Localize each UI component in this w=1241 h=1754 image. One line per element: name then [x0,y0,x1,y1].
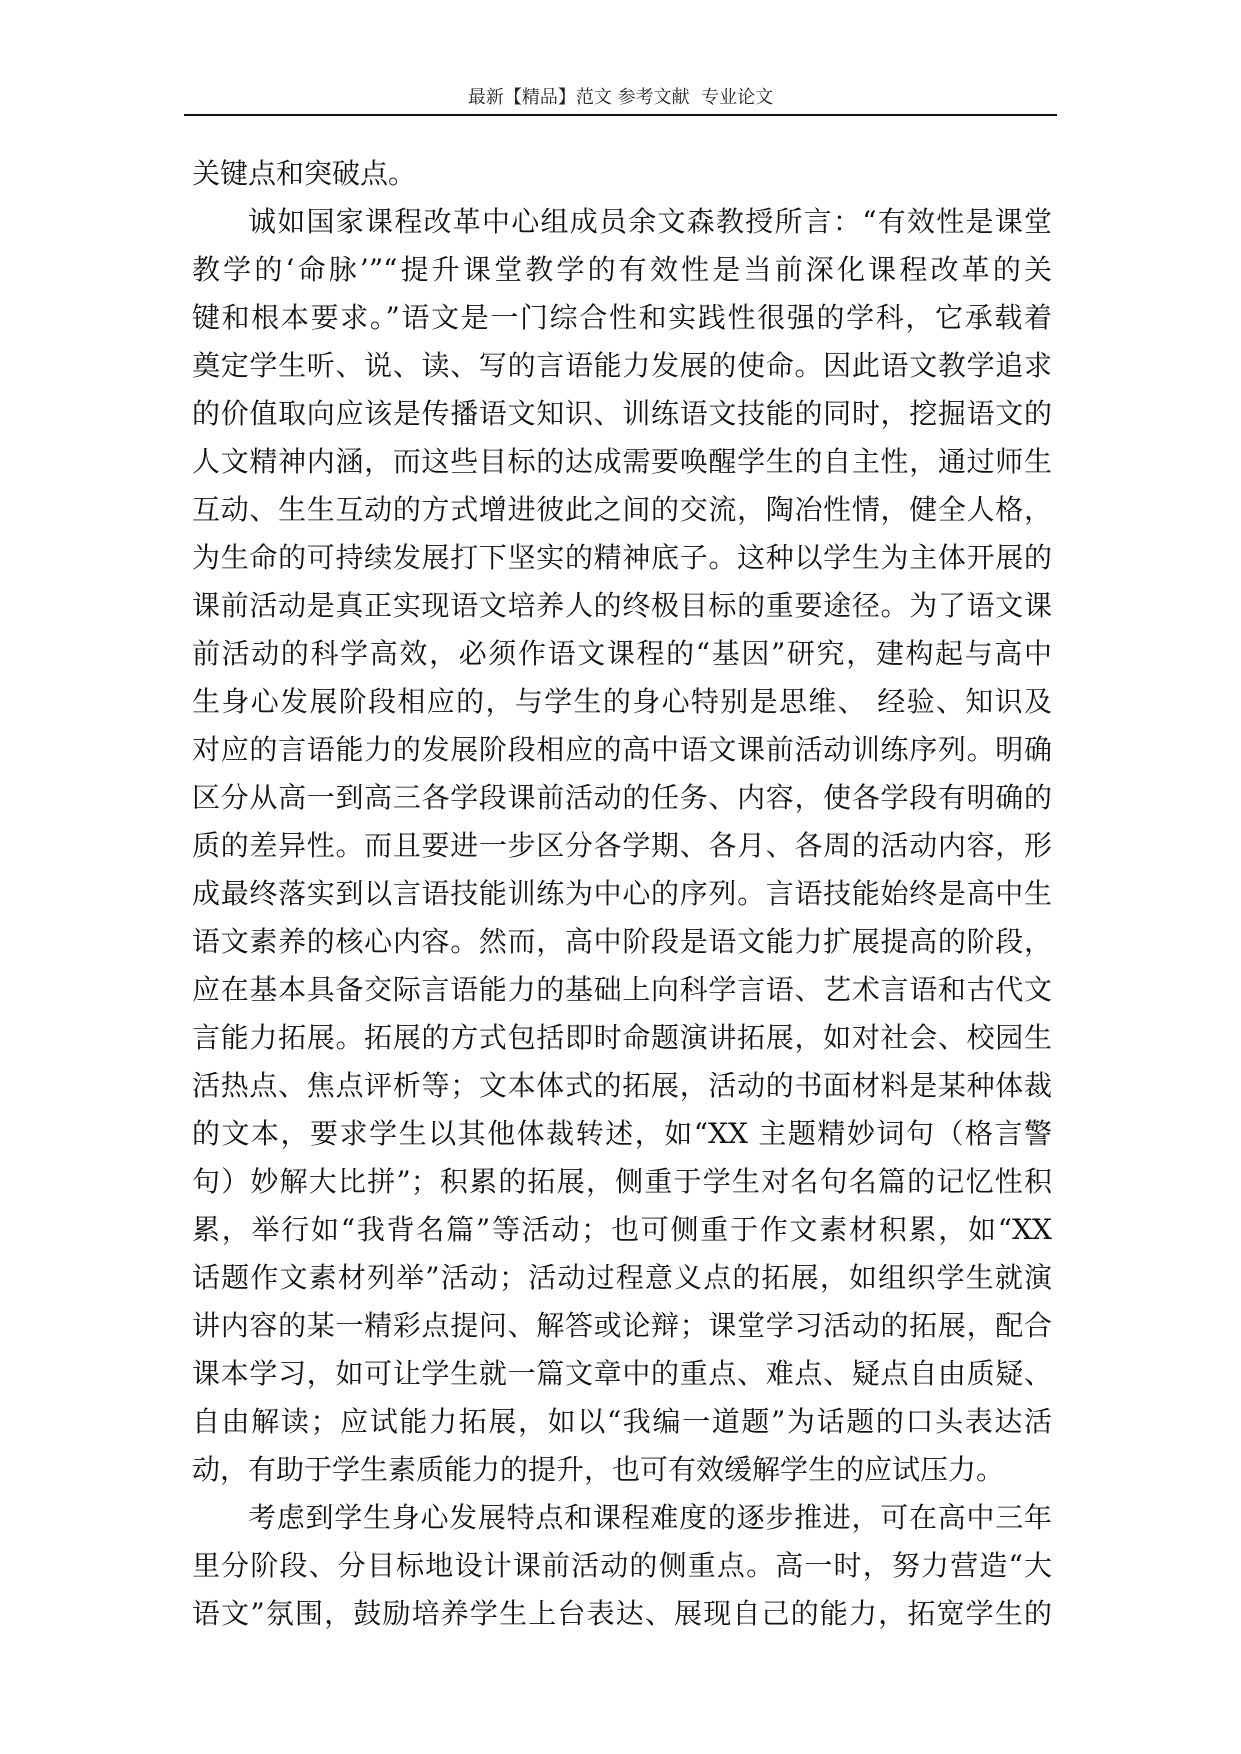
body-text [192,150,1052,1638]
text-line: 对应的言语能力的发展阶段相应的高中语文课前活动训练序列。明确 [192,733,1052,766]
text-line: 为生命的可持续发展打下坚实的精神底子。这种以学生为主体开展的 [192,541,1052,574]
text-line: 应在基本具备交际言语能力的基础上向科学言语、艺术言语和古代文 [192,973,1052,1006]
text-line: 键和根本要求。”语文是一门综合性和实践性很强的学科，它承载着 [192,301,1052,334]
header-rule [184,114,1057,116]
text-line: 诚如国家课程改革中心组成员余文森教授所言：“有效性是课堂 [248,205,1052,238]
text-line: 活热点、焦点评析等；文本体式的拓展，活动的书面材料是某种体裁 [192,1069,1052,1102]
text-line: 前活动的科学高效，必须作语文课程的“基因”研究，建构起与高中 [192,637,1052,670]
text-line: 课本学习，如可让学生就一篇文章中的重点、难点、疑点自由质疑、 [192,1357,1052,1390]
text-line: 讲内容的某一精彩点提问、解答或论辩；课堂学习活动的拓展，配合 [192,1309,1052,1342]
text-line: 成最终落实到以言语技能训练为中心的序列。言语技能始终是高中生 [192,877,1052,910]
text-line: 自由解读；应试能力拓展，如以“我编一道题”为话题的口头表达活 [192,1405,1052,1438]
text-line: 言能力拓展。拓展的方式包括即时命题演讲拓展，如对社会、校园生 [192,1021,1052,1054]
text-line: 语文素养的核心内容。然而，高中阶段是语文能力扩展提高的阶段， [192,925,1052,958]
paragraph [192,198,1052,1494]
text-line: 教学的‘命脉’”“提升课堂教学的有效性是当前深化课程改革的关 [192,253,1052,286]
text-line: 质的差异性。而且要进一步区分各学期、各月、各周的活动内容，形 [192,829,1052,862]
paragraph [192,150,1052,198]
text-line: 课前活动是真正实现语文培养人的终极目标的重要途径。为了语文课 [192,589,1052,622]
text-line: 考虑到学生身心发展特点和课程难度的逐步推进，可在高中三年 [248,1501,1052,1534]
text-line: 动，有助于学生素质能力的提升，也可有效缓解学生的应试压力。 [192,1453,1005,1486]
text-line: 的价值取向应该是传播语文知识、训练语文技能的同时，挖掘语文的 [192,397,1052,430]
text-line: 区分从高一到高三各学段课前活动的任务、内容，使各学段有明确的 [192,781,1052,814]
text-line: 互动、生生互动的方式增进彼此之间的交流，陶冶性情，健全人格， [192,493,1052,526]
text-line: 句）妙解大比拼”；积累的拓展，侧重于学生对名句名篇的记忆性积 [192,1165,1052,1198]
text-line: 关键点和突破点。 [192,157,417,190]
text-line: 语文”氛围，鼓励培养学生上台表达、展现自己的能力，拓宽学生的 [192,1597,1052,1630]
text-line: 话题作文素材列举”活动；活动过程意义点的拓展，如组织学生就演 [192,1261,1052,1294]
text-line: 人文精神内涵，而这些目标的达成需要唤醒学生的自主性，通过师生 [192,445,1052,478]
text-line: 累，举行如“我背名篇”等活动；也可侧重于作文素材积累，如“XX [192,1213,1052,1246]
text-line: 的文本，要求学生以其他体裁转述，如“XX 主题精妙词句（格言警 [192,1117,1052,1150]
running-header: 最新【精品】范文 参考文献 专业论文 [467,87,774,108]
text-line: 生身心发展阶段相应的，与学生的身心特别是思维、 经验、知识及 [192,685,1052,718]
text-line: 奠定学生听、说、读、写的言语能力发展的使命。因此语文教学追求 [192,349,1052,382]
paragraph [192,1494,1052,1638]
text-line: 里分阶段、分目标地设计课前活动的侧重点。高一时，努力营造“大 [192,1549,1052,1582]
